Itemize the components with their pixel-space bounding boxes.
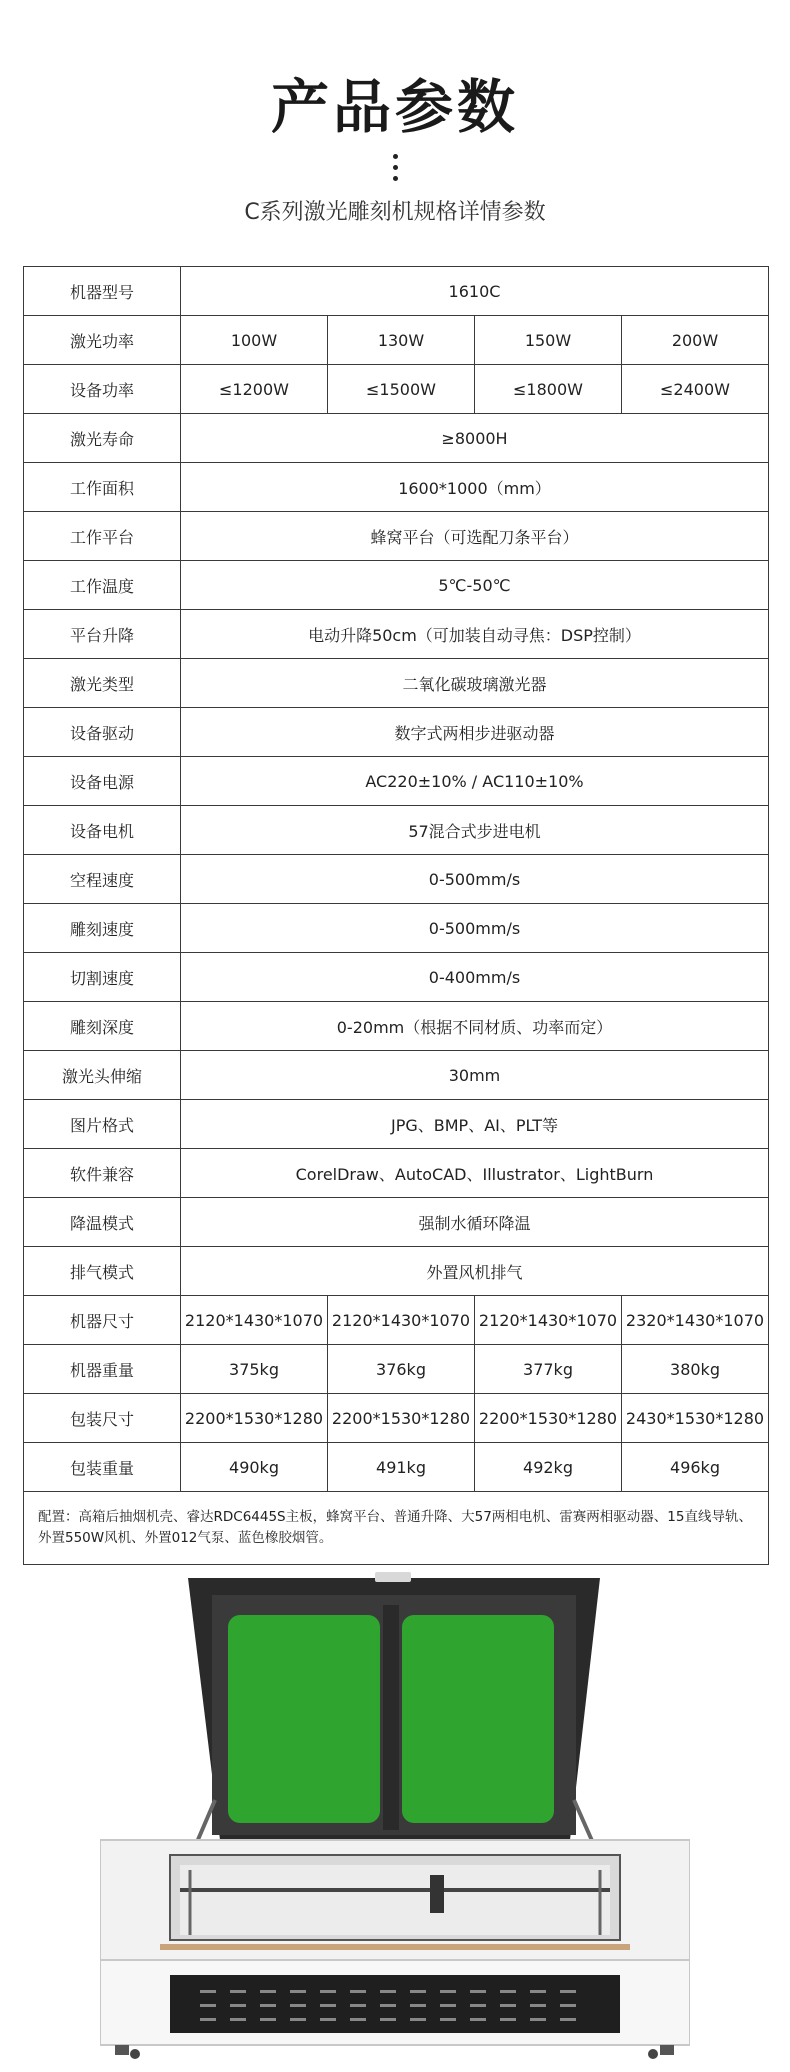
spec-label: 图片格式: [24, 1100, 181, 1149]
spec-value: 数字式两相步进驱动器: [181, 708, 769, 757]
spec-row: [24, 512, 769, 561]
spec-row-machine-weight: [24, 1345, 769, 1394]
spec-value: 二氧化碳玻璃激光器: [181, 659, 769, 708]
spec-value: 2200*1530*1280: [181, 1394, 328, 1443]
spec-label: 包装尺寸: [24, 1394, 181, 1443]
spec-value: 0-400mm/s: [181, 953, 769, 1002]
spec-value: 491kg: [328, 1443, 475, 1492]
spec-label: 工作平台: [24, 512, 181, 561]
spec-value: 蜂窝平台（可选配刀条平台）: [181, 512, 769, 561]
spec-row: [24, 659, 769, 708]
spec-value: 2200*1530*1280: [475, 1394, 622, 1443]
spec-label: 激光功率: [24, 316, 181, 365]
spec-row: [24, 1198, 769, 1247]
spec-label: 雕刻速度: [24, 904, 181, 953]
spec-label: 设备电机: [24, 806, 181, 855]
spec-label: 机器尺寸: [24, 1296, 181, 1345]
window-green-left: [228, 1615, 380, 1823]
spec-value: 2120*1430*1070: [475, 1296, 622, 1345]
front-ruler: [160, 1944, 630, 1950]
spec-value: 5℃-50℃: [181, 561, 769, 610]
spec-label: 激光类型: [24, 659, 181, 708]
spec-value: 30mm: [181, 1051, 769, 1100]
spec-row: [24, 414, 769, 463]
spec-value: 57混合式步进电机: [181, 806, 769, 855]
spec-row: [24, 1247, 769, 1296]
spec-label: 设备驱动: [24, 708, 181, 757]
spec-row: [24, 561, 769, 610]
spec-value: 强制水循环降温: [181, 1198, 769, 1247]
spec-label: 切割速度: [24, 953, 181, 1002]
dot: [393, 165, 398, 170]
spec-row: [24, 757, 769, 806]
spec-row: [24, 1002, 769, 1051]
spec-value: ≤1200W: [181, 365, 328, 414]
spec-label: 包装重量: [24, 1443, 181, 1492]
spec-row: [24, 1149, 769, 1198]
spec-label: 设备功率: [24, 365, 181, 414]
spec-row: [24, 855, 769, 904]
spec-label: 软件兼容: [24, 1149, 181, 1198]
lid-center-bar: [383, 1605, 399, 1830]
spec-value: CorelDraw、AutoCAD、Illustrator、LightBurn: [181, 1149, 769, 1198]
spec-row: [24, 610, 769, 659]
spec-value: ≤1800W: [475, 365, 622, 414]
spec-value: ≤2400W: [622, 365, 769, 414]
spec-row: [24, 1100, 769, 1149]
spec-value: 380kg: [622, 1345, 769, 1394]
spec-row: [24, 463, 769, 512]
spec-label: 工作面积: [24, 463, 181, 512]
vertical-dots-divider: [393, 154, 398, 187]
spec-value: 377kg: [475, 1345, 622, 1394]
spec-value: 电动升降50cm（可加装自动寻焦：DSP控制）: [181, 610, 769, 659]
spec-row: [24, 708, 769, 757]
spec-row-package-weight: [24, 1443, 769, 1492]
caster-left: [130, 2049, 140, 2059]
spec-table: [23, 266, 769, 1565]
spec-value: 490kg: [181, 1443, 328, 1492]
dot: [393, 176, 398, 181]
window-green-right: [402, 1615, 554, 1823]
spec-label: 工作温度: [24, 561, 181, 610]
spec-row-config: [24, 1492, 769, 1565]
spec-value: 0-500mm/s: [181, 855, 769, 904]
page-title: 产品参数: [270, 73, 519, 141]
spec-label: 平台升降: [24, 610, 181, 659]
spec-value: 2120*1430*1070: [328, 1296, 475, 1345]
spec-value: 100W: [181, 316, 328, 365]
laser-head: [430, 1875, 444, 1913]
spec-value: AC220±10% / AC110±10%: [181, 757, 769, 806]
spec-label: 设备电源: [24, 757, 181, 806]
spec-value: ≤1500W: [328, 365, 475, 414]
spec-value: 2120*1430*1070: [181, 1296, 328, 1345]
spec-value: 130W: [328, 316, 475, 365]
spec-value: ≥8000H: [181, 414, 769, 463]
spec-row-model: [24, 267, 769, 316]
spec-value: 1600*1000（mm）: [181, 463, 769, 512]
spec-label: 排气模式: [24, 1247, 181, 1296]
spec-label: 雕刻深度: [24, 1002, 181, 1051]
spec-row-machine-size: [24, 1296, 769, 1345]
spec-label: 激光寿命: [24, 414, 181, 463]
spec-value: 1610C: [181, 267, 769, 316]
spec-value: 496kg: [622, 1443, 769, 1492]
spec-row-package-size: [24, 1394, 769, 1443]
lid-handle: [375, 1572, 411, 1582]
foot-right: [660, 2045, 674, 2055]
spec-value: 375kg: [181, 1345, 328, 1394]
spec-value: 2430*1530*1280: [622, 1394, 769, 1443]
spec-value: 150W: [475, 316, 622, 365]
work-area: [180, 1865, 610, 1935]
spec-row-laser-power: [24, 316, 769, 365]
spec-value: 200W: [622, 316, 769, 365]
spec-value: 0-20mm（根据不同材质、功率而定）: [181, 1002, 769, 1051]
caster-right: [648, 2049, 658, 2059]
spec-value: 2200*1530*1280: [328, 1394, 475, 1443]
spec-row: [24, 1051, 769, 1100]
spec-label: 激光头伸缩: [24, 1051, 181, 1100]
spec-value: 0-500mm/s: [181, 904, 769, 953]
page-subtitle: C系列激光雕刻机规格详情参数: [244, 200, 546, 225]
spec-label: 空程速度: [24, 855, 181, 904]
spec-row: [24, 904, 769, 953]
dot: [393, 154, 398, 159]
spec-value: 492kg: [475, 1443, 622, 1492]
spec-value: 376kg: [328, 1345, 475, 1394]
spec-value: 外置风机排气: [181, 1247, 769, 1296]
laser-engraver-illustration: [100, 1570, 690, 2060]
foot-left: [115, 2045, 129, 2055]
spec-row: [24, 806, 769, 855]
spec-row-device-power: [24, 365, 769, 414]
spec-label: 降温模式: [24, 1198, 181, 1247]
spec-row: [24, 953, 769, 1002]
spec-label: 机器重量: [24, 1345, 181, 1394]
spec-label: 机器型号: [24, 267, 181, 316]
config-note: 配置：高箱后抽烟机壳、睿达RDC6445S主板，蜂窝平台、普通升降、大57两相电机、雷赛两相驱动器、15直线导轨、外置550W风机、外置012气泵、蓝色橡胶烟管。: [24, 1492, 769, 1565]
spec-value: JPG、BMP、AI、PLT等: [181, 1100, 769, 1149]
spec-value: 2320*1430*1070: [622, 1296, 769, 1345]
